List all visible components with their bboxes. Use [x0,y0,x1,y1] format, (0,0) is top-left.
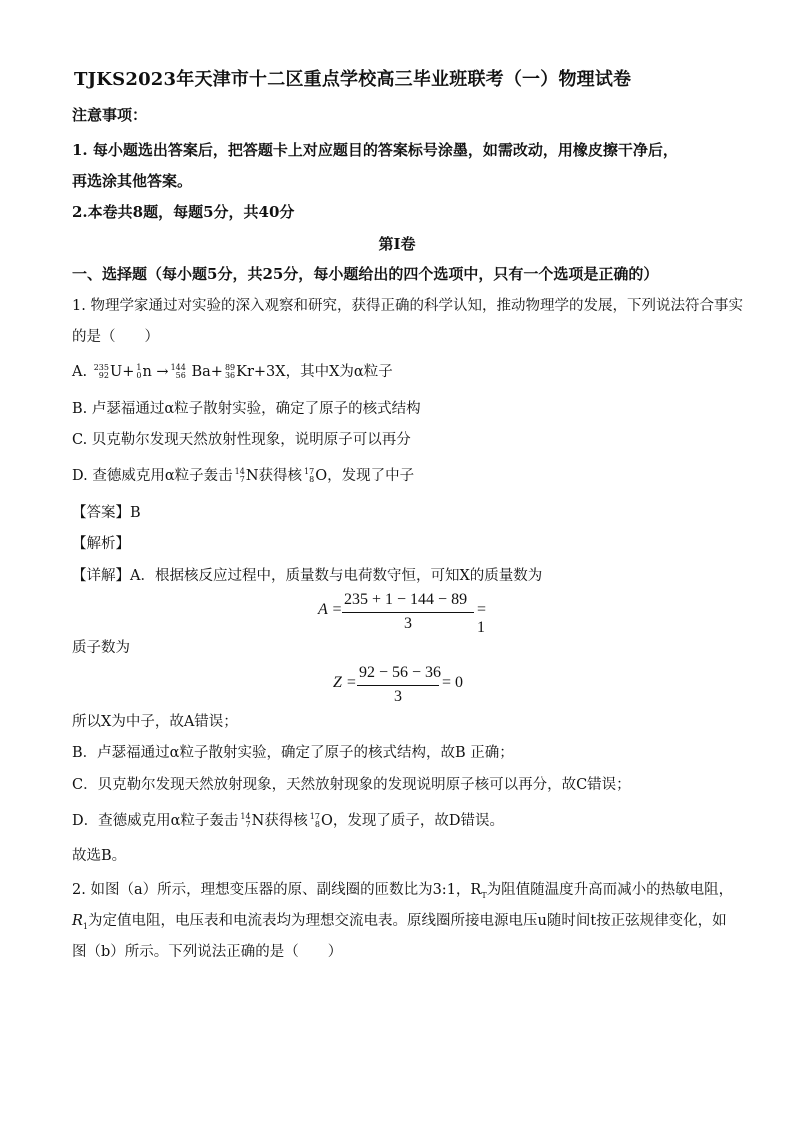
q2-line-1-end: 为阻值随温度升高而减小的热敏电阻， [486,882,734,898]
uranium-symbol: U [109,364,123,380]
nitrogen-charge-number: 7 [239,475,245,484]
equation-2-fraction-bar [357,685,439,686]
analysis-nitrogen-mass: 14 [240,812,251,821]
notice-heading: 注意事项： [72,106,148,124]
oxygen-indices [304,468,314,484]
option-a-text: ，其中X为α粒子 [285,364,393,380]
section-heading: 一、选择题（每小题5分，共25分，每小题给出的四个选项中，只有一个选项是正确的） [72,265,659,283]
option-d-text-mid: 获得核 [258,468,302,484]
q1-option-c: C. 贝克勒尔发现天然放射性现象，说明原子可以再分 [72,432,411,448]
analysis-nitrogen-charge: 7 [245,820,251,829]
option-a-label: A. [72,364,88,380]
notice-item-2: 2.本卷共8题，每题5分，共40分 [72,203,295,221]
krypton-charge-number: 36 [224,371,236,380]
analysis-d-text-mid: 获得核 [264,813,308,829]
q2-r1-symbol: R [72,913,83,929]
krypton-symbol: Kr [236,364,254,380]
krypton-mass-number: 89 [224,363,236,372]
analysis-d-text-start: D．查德威克用α粒子轰击 [72,813,239,829]
volume-heading: 第I卷 [378,235,416,253]
nitrogen-indices [235,468,245,484]
analysis-d [72,811,504,831]
equation-2-denominator: 3 [394,688,402,705]
q2-r1-subscript: 1 [82,922,89,931]
oxygen-symbol: O [315,468,328,484]
equation-1-lhs: A = [318,601,343,618]
q2-line-2 [72,911,727,933]
barium-charge-number: 56 [175,371,186,380]
q2-line-2-end: 为定值电阻，电压表和电流表均为理想交流电表。原线圈所接电源电压u随时间t按正弦规律变化，如 [88,913,727,929]
barium-symbol: Ba [191,364,211,380]
neutron-mass-number: 1 [136,363,142,372]
uranium-mass-number: 235 [93,363,109,372]
equation-1-fraction-bar [342,612,474,613]
equation-2-lhs: Z = [333,674,357,691]
q1-stem-line-2: 的是（ ） [72,329,159,345]
neutron-symbol: n [142,364,152,380]
notice-item-1-line-2: 再选涂其他答案。 [72,172,193,190]
q2-line-1 [72,880,733,902]
oxygen-mass-number: 17 [304,467,315,476]
reaction-arrow: → [156,364,169,380]
mass-number-equation [318,591,498,635]
analysis-b: B．卢瑟福通过α粒子散射实验，确定了原子的核式结构，故B 正确； [72,745,514,761]
reaction-tail: +3X [253,364,286,380]
q1-option-a: A. 235 92 U+ 1 0 n → 144 56 Ba+ 89 36 Kr+3X，其中X为α粒子 [72,363,393,380]
option-d-text-end: ，发现了中子 [327,468,415,484]
q1-stem-line-1: 1. 物理学家通过对实验的深入观察和研究，获得正确的科学认知，推动物理学的发展，下列说法符合事实 [72,298,743,314]
q2-line-3: 图（b）所示。下列说法正确的是（ ） [72,944,343,960]
analysis-oxygen-charge: 8 [314,820,320,829]
analysis-nitrogen-symbol: N [251,813,265,829]
neutron-charge-number: 0 [136,371,142,380]
nitrogen-mass-number: 14 [234,467,245,476]
q1-option-d [72,466,414,486]
proton-number-label: 质子数为 [72,640,130,656]
nitrogen-symbol: N [245,468,259,484]
analysis-choose: 故选B。 [72,848,127,864]
analysis-oxygen-indices [310,813,320,829]
q2-line-1-text: 2. 如图（a）所示，理想变压器的原、副线圈的匝数比为3:1，R [72,882,482,898]
uranium-charge-number: 92 [98,371,109,380]
equation-2-numerator: 92 − 56 − 36 [359,664,442,681]
equation-1-denominator: 3 [404,615,412,632]
equation-2-rhs: = 0 [442,674,464,691]
analysis-label: 【解析】 [72,536,130,552]
charge-number-equation [333,664,473,708]
analysis-oxygen-symbol: O [320,813,333,829]
analysis-detail-intro: 【详解】A．根据核反应过程中，质量数与电荷数守恒，可知X的质量数为 [72,568,543,584]
notice-item-1-line-1: 1. 每小题选出答案后，把答题卡上对应题目的答案标号涂墨，如需改动，用橡皮擦干净后， [72,141,678,159]
analysis-oxygen-mass: 17 [309,812,320,821]
analysis-c: C．贝克勒尔发现天然放射现象，天然放射现象的发现说明原子核可以再分，故C错误； [72,777,631,793]
neutron-indices [136,364,141,380]
oxygen-charge-number: 8 [309,475,315,484]
barium-mass-number: 144 [170,363,186,372]
analysis-d-text-end: ，发现了质子，故D错误。 [332,813,504,829]
equation-1-rhs: = 1 [477,601,487,636]
krypton-indices [225,364,235,380]
equation-1-numerator: 235 + 1 − 144 − 89 [344,591,468,608]
analysis-nitrogen-indices [240,813,250,829]
answer-line: 【答案】B [72,505,141,521]
q2-rt-subscript: T [481,891,487,900]
uranium-nuclide-indices [94,364,109,380]
analysis-a-conclusion: 所以X为中子，故A错误； [72,714,238,730]
barium-indices [171,364,186,380]
q1-option-b: B. 卢瑟福通过α粒子散射实验，确定了原子的核式结构 [72,401,421,417]
page-title: TJKS2023年天津市十二区重点学校高三毕业班联考（一）物理试卷 [74,69,632,90]
option-d-text-start: D. 查德威克用α粒子轰击 [72,468,233,484]
